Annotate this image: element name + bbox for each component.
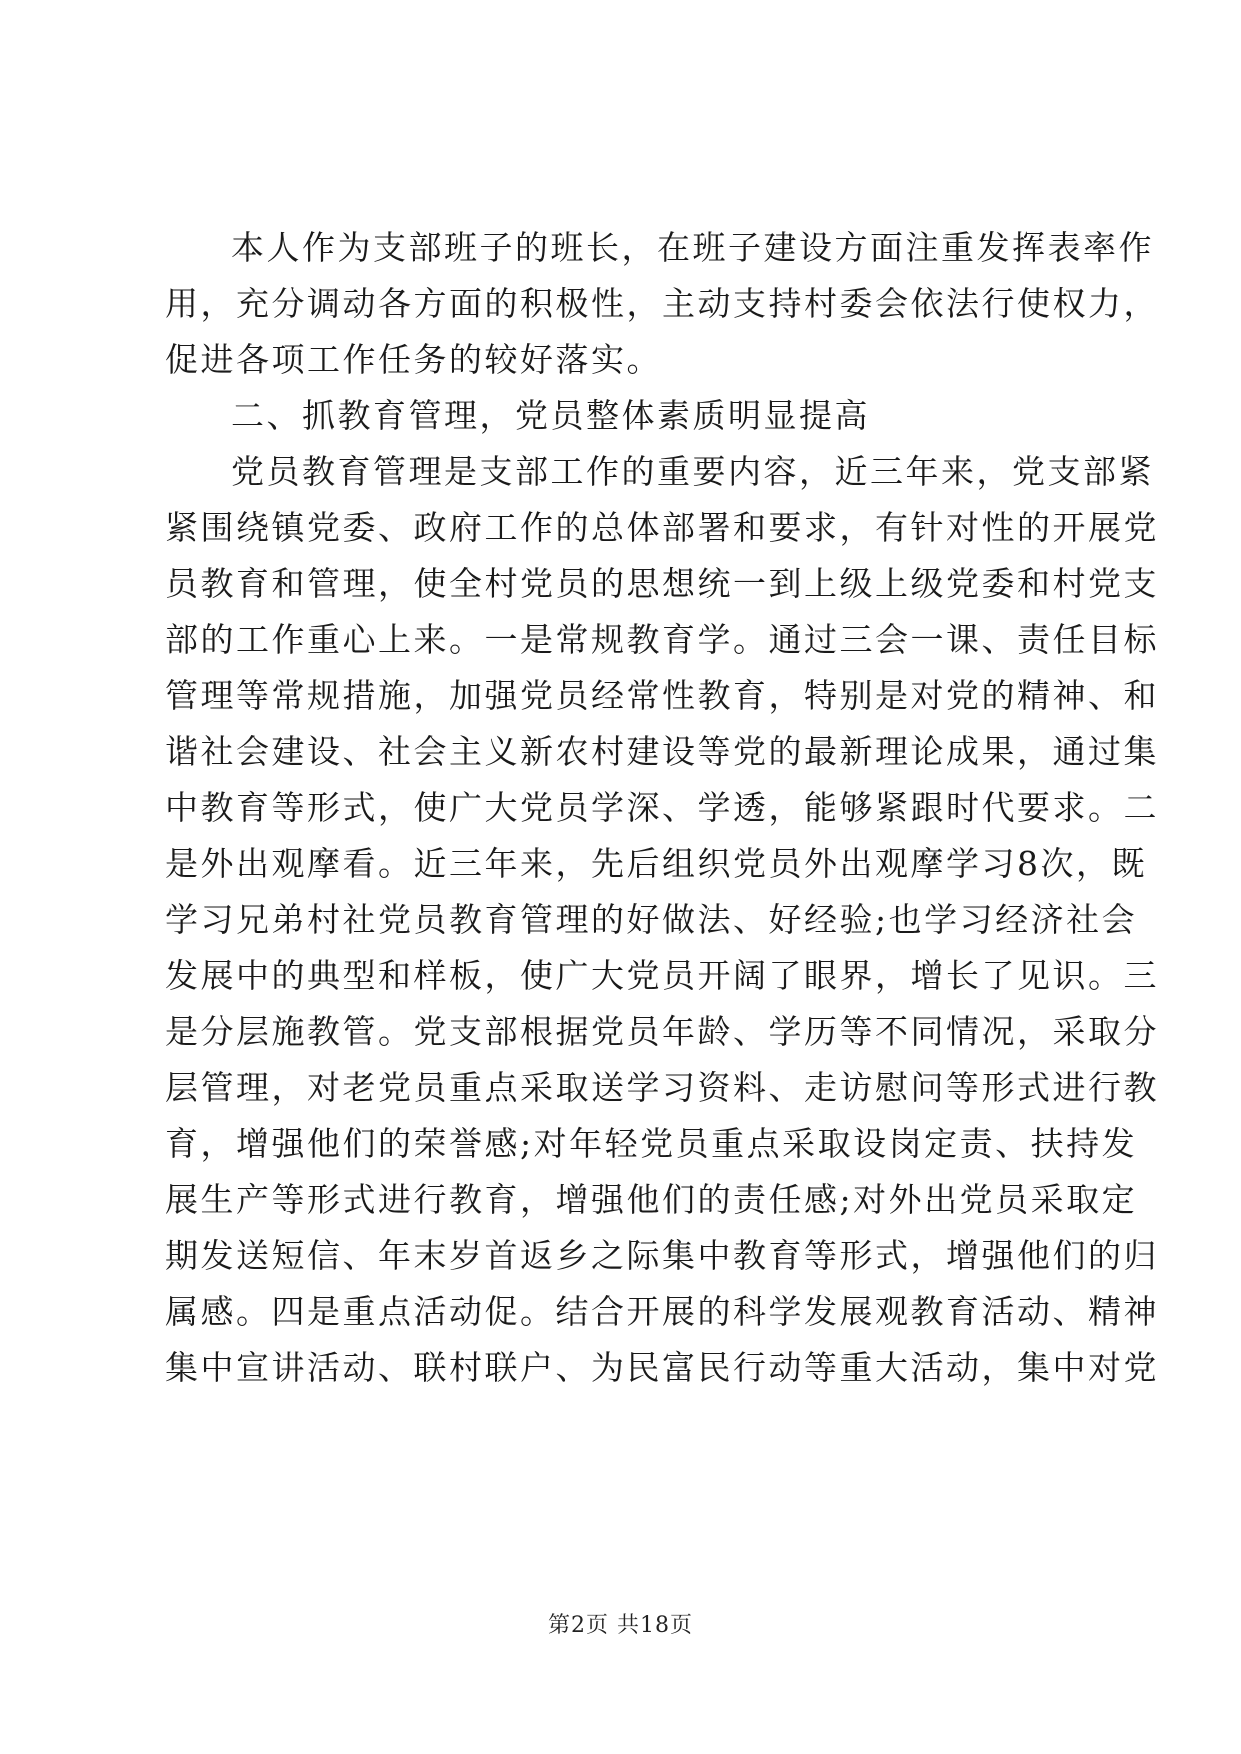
text-line: 发展中的典型和样板，使广大党员开阔了眼界，增长了见识。三 [165,956,1159,995]
text-line: 用，充分调动各方面的积极性，主动支持村委会依法行使权力， [165,284,1159,323]
text-line: 促进各项工作任务的较好落实。 [165,340,662,379]
text-line: 党员教育管理是支部工作的重要内容，近三年来，党支部紧 [231,452,1154,491]
text-line: 中教育等形式，使广大党员学深、学透，能够紧跟时代要求。二 [165,788,1159,827]
page-number-footer: 第2页 共18页 [548,1613,693,1638]
text-line: 是分层施教管。党支部根据党员年龄、学历等不同情况，采取分 [165,1012,1159,1051]
text-line: 谐社会建设、社会主义新农村建设等党的最新理论成果，通过集 [165,732,1159,771]
text-line: 展生产等形式进行教育，增强他们的责任感;对外出党员采取定 [165,1180,1138,1219]
text-line: 层管理，对老党员重点采取送学习资料、走访慰问等形式进行教 [165,1068,1159,1107]
text-line: 期发送短信、年末岁首返乡之际集中教育等形式，增强他们的归 [165,1236,1159,1275]
text-line: 紧围绕镇党委、政府工作的总体部署和要求，有针对性的开展党 [165,508,1159,547]
text-line: 部的工作重心上来。一是常规教育学。通过三会一课、责任目标 [165,620,1159,659]
text-line: 是外出观摩看。近三年来，先后组织党员外出观摩学习8次，既 [165,844,1147,883]
text-line: 二、抓教育管理，党员整体素质明显提高 [231,396,870,435]
text-line: 集中宣讲活动、联村联户、为民富民行动等重大活动，集中对党 [165,1348,1159,1387]
text-line: 属感。四是重点活动促。结合开展的科学发展观教育活动、精神 [165,1292,1159,1331]
text-line: 本人作为支部班子的班长，在班子建设方面注重发挥表率作 [231,228,1154,267]
body-text [165,220,1159,1396]
text-line: 育，增强他们的荣誉感;对年轻党员重点采取设岗定责、扶持发 [165,1124,1138,1163]
text-line: 管理等常规措施，加强党员经常性教育，特别是对党的精神、和 [165,676,1159,715]
text-line: 员教育和管理，使全村党员的思想统一到上级上级党委和村党支 [165,564,1159,603]
text-line: 学习兄弟村社党员教育管理的好做法、好经验;也学习经济社会 [165,900,1138,939]
